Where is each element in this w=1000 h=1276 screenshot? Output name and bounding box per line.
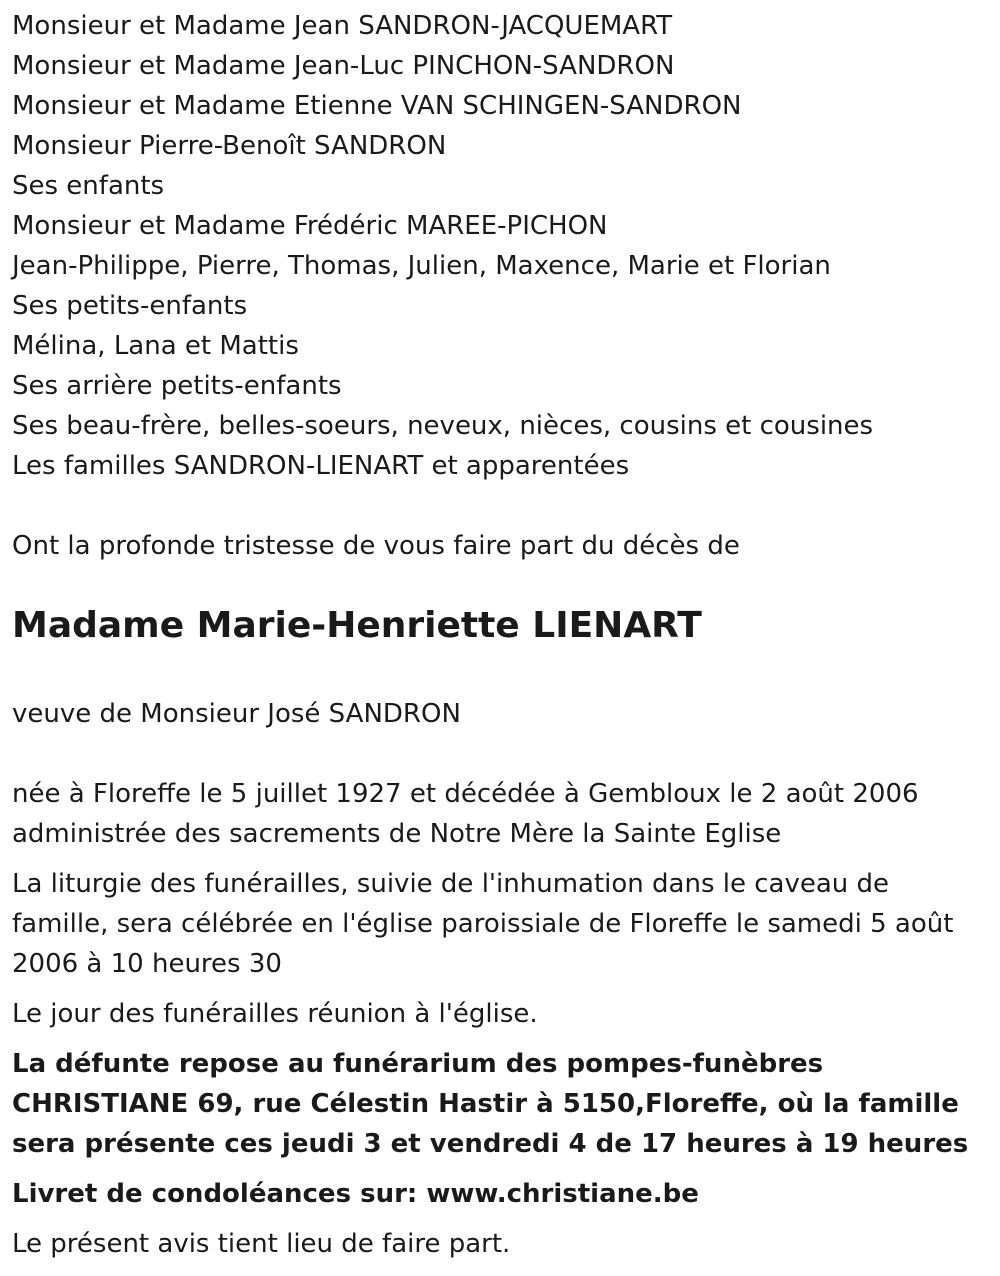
family-line: Jean-Philippe, Pierre, Thomas, Julien, Maxence, Marie et Florian — [12, 251, 831, 281]
deceased-name: Madame Marie-Henriette LIENART — [12, 605, 702, 646]
sacraments-text: administrée des sacrements de Notre Mère la Sainte Eglise — [12, 819, 782, 849]
family-line: Monsieur et Madame Etienne VAN SCHINGEN-SANDRON — [12, 91, 742, 121]
family-line: Monsieur Pierre-Benoît SANDRON — [12, 131, 447, 161]
family-line: Monsieur et Madame Frédéric MAREE-PICHON — [12, 211, 608, 241]
announcement-text: Ont la profonde tristesse de vous faire part du décès de — [12, 531, 740, 561]
family-line: Ses petits-enfants — [12, 291, 248, 321]
family-line: Ses arrière petits-enfants — [12, 371, 342, 401]
family-line: Monsieur et Madame Jean SANDRON-JACQUEMART — [12, 11, 673, 41]
liturgy-text: La liturgie des funérailles, suivie de l'inhumation dans le caveau de famille, sera célébrée en l'église paroissiale de Floreffe le samedi 5 août 2006 à 10 heures 30 — [12, 869, 954, 979]
family-list — [12, 6, 988, 486]
condolences-text: Livret de condoléances sur: www.christiane.be — [12, 1179, 699, 1209]
family-line: Monsieur et Madame Jean-Luc PINCHON-SANDRON — [12, 51, 675, 81]
birth-death-text: née à Floreffe le 5 juillet 1927 et décédée à Gembloux le 2 août 2006 — [12, 779, 919, 809]
family-line: Mélina, Lana et Mattis — [12, 331, 299, 361]
repose-text: La défunte repose au funérarium des pompes-funèbres CHRISTIANE 69, rue Célestin Hastir à 5150,Floreffe, où la famille sera présente ces jeudi 3 et vendredi 4 de 17 heures à 19 heures — [12, 1049, 969, 1159]
widow-of-text: veuve de Monsieur José SANDRON — [12, 699, 461, 729]
notice-text: Le présent avis tient lieu de faire part. — [12, 1229, 511, 1259]
family-line: Ses beau-frère, belles-soeurs, neveux, nièces, cousins et cousines — [12, 411, 874, 441]
family-line: Ses enfants — [12, 171, 165, 201]
meeting-text: Le jour des funérailles réunion à l'église. — [12, 999, 538, 1029]
family-line: Les familles SANDRON-LIENART et apparentées — [12, 451, 630, 481]
